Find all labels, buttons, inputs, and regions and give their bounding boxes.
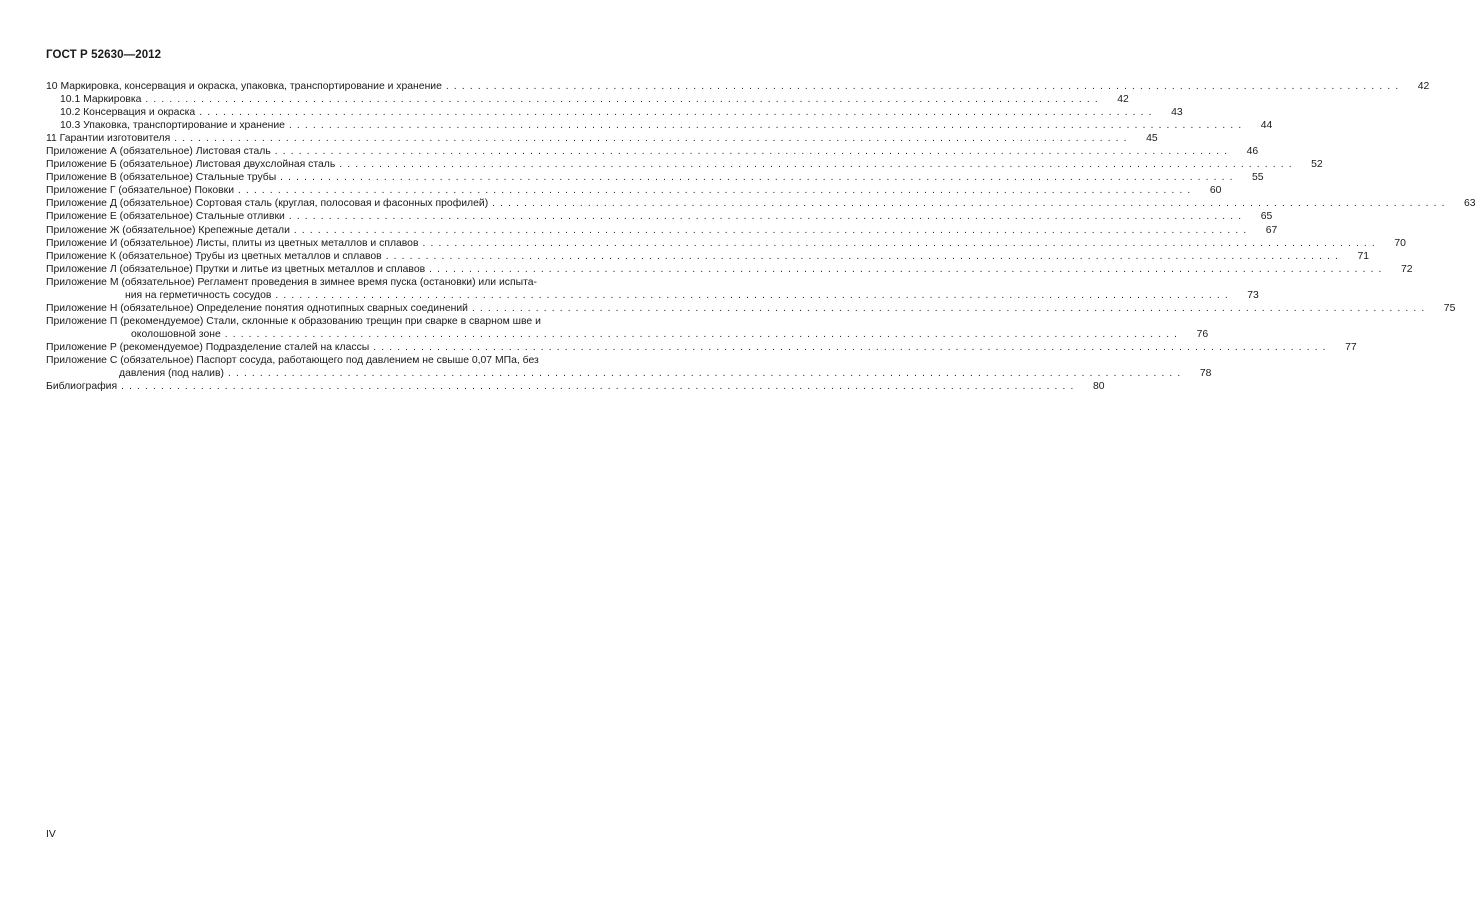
toc-entry[interactable]: Приложение Е (обязательное) Стальные отливки ........................................................................................................................ 65 [46, 211, 1273, 223]
toc-entry[interactable]: Приложение Р (рекомендуемое) Подразделение сталей на классы ........................................................................................................................ 77 [46, 341, 1357, 353]
toc-entry[interactable]: Приложение С (обязательное) Паспорт сосуда, работающего под давлением не свыше 0,07 МПа, без давления (под налив) ........................................................................................................................ 78 [46, 354, 1212, 380]
dot-leader: ........................................................................................................................ [429, 263, 1387, 275]
toc-entry[interactable]: 10.2 Консервация и окраска ........................................................................................................................ 43 [60, 107, 1183, 119]
dot-leader: ........................................................................................................................ [288, 120, 1247, 132]
dot-leader: ........................................................................................................................ [224, 328, 1183, 340]
dot-leader: ........................................................................................................................ [471, 302, 1430, 314]
table-of-contents [46, 80, 1476, 393]
dot-leader: ........................................................................................................................ [373, 341, 1331, 353]
toc-entry[interactable]: Приложение П (рекомендуемое) Стали, склонные к образованию трещин при сварке в сварном шве и околошовной зоне ........................................................................................................................ 76 [46, 315, 1209, 340]
toc-entry[interactable]: Приложение Г (обязательное) Поковки ........................................................................................................................ 60 [46, 185, 1222, 197]
toc-entry[interactable]: Библиография ........................................................................................................................ 80 [46, 381, 1105, 393]
dot-leader: ........................................................................................................................ [385, 250, 1344, 262]
dot-leader: ........................................................................................................................ [121, 381, 1079, 393]
dot-leader: ........................................................................................................................ [422, 237, 1380, 249]
dot-leader: ........................................................................................................................ [293, 224, 1252, 236]
toc-entry[interactable]: Приложение Б (обязательное) Листовая двухслойная сталь ........................................................................................................................ 52 [46, 159, 1323, 171]
dot-leader: ........................................................................................................................ [227, 368, 1186, 380]
toc-entry[interactable]: Приложение М (обязательное) Регламент проведения в зимнее время пуска (остановки) или испыта- ния на герметичность сосудов ........................................................................................................................ 73 [46, 276, 1259, 301]
document-header: ГОСТ Р 52630—2012 [46, 49, 162, 61]
toc-entry[interactable]: Приложение В (обязательное) Стальные трубы ........................................................................................................................ 55 [46, 172, 1264, 184]
dot-leader: ........................................................................................................................ [445, 81, 1404, 92]
toc-entry[interactable]: Приложение Д (обязательное) Сортовая сталь (круглая, полосовая и фасонных профилей) ........................................................................................................................ 63 [46, 198, 1476, 210]
toc-entry[interactable]: 10.1 Маркировка ........................................................................................................................ 42 [60, 94, 1129, 106]
dot-leader: ........................................................................................................................ [145, 94, 1103, 106]
dot-leader: ........................................................................................................................ [199, 107, 1157, 119]
toc-entry[interactable]: 11 Гарантии изготовителя ........................................................................................................................ 45 [46, 133, 1158, 145]
dot-leader: ........................................................................................................................ [275, 289, 1233, 301]
toc-entry[interactable]: Приложение Л (обязательное) Прутки и литье из цветных металлов и сплавов ........................................................................................................................ 72 [46, 263, 1413, 275]
dot-leader: ........................................................................................................................ [174, 133, 1132, 145]
toc-entry[interactable]: Приложение Н (обязательное) Определение понятия однотипных сварных соединений ........................................................................................................................ 75 [46, 302, 1456, 314]
page-number: IV [46, 829, 56, 840]
toc-entry[interactable]: 10.3 Упаковка, транспортирование и хранение ........................................................................................................................ 44 [60, 120, 1273, 132]
toc-entry[interactable]: Приложение А (обязательное) Листовая сталь ........................................................................................................................ 46 [46, 146, 1259, 158]
dot-leader: ........................................................................................................................ [492, 198, 1450, 210]
dot-leader: ........................................................................................................................ [238, 185, 1196, 197]
toc-entry[interactable]: 10 Маркировка, консервация и окраска, упаковка, транспортирование и хранение ........................................................................................................................ 42 [46, 81, 1430, 92]
toc-entry[interactable]: Приложение Ж (обязательное) Крепежные детали ........................................................................................................................ 67 [46, 224, 1278, 236]
toc-entry[interactable]: Приложение И (обязательное) Листы, плиты из цветных металлов и сплавов ........................................................................................................................ 70 [46, 237, 1406, 249]
toc-entry[interactable]: Приложение К (обязательное) Трубы из цветных металлов и сплавов ........................................................................................................................ 71 [46, 250, 1370, 262]
dot-leader: ........................................................................................................................ [274, 146, 1233, 158]
dot-leader: ........................................................................................................................ [280, 172, 1238, 184]
dot-leader: ........................................................................................................................ [339, 159, 1297, 171]
dot-leader: ........................................................................................................................ [288, 211, 1247, 223]
